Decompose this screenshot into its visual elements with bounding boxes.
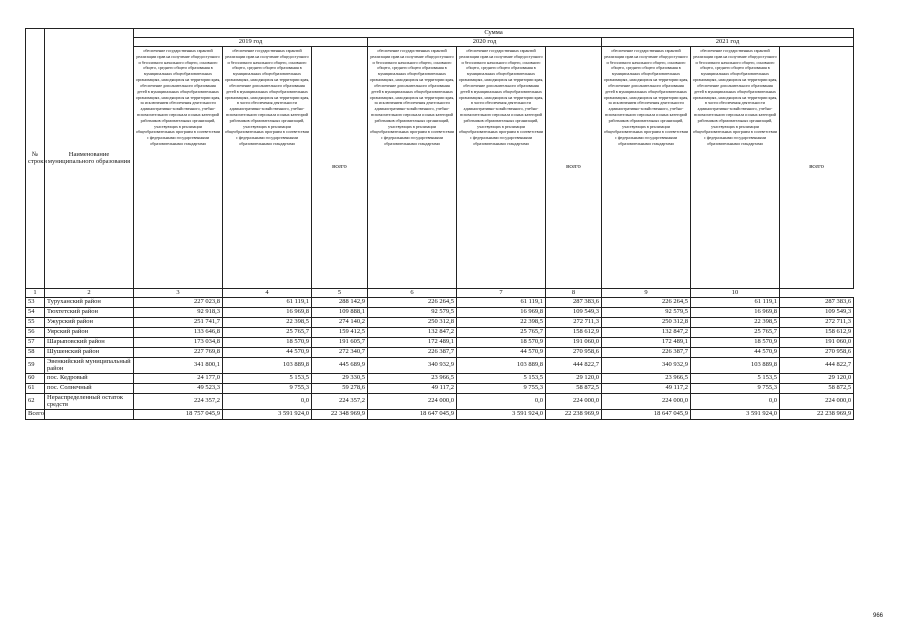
municipality-name: Шарыповский район bbox=[45, 338, 134, 348]
amount-cell: 250 312,8 bbox=[602, 318, 691, 328]
amount-cell: 92 579,5 bbox=[368, 308, 457, 318]
amount-cell: 272 711,3 bbox=[780, 318, 854, 328]
amount-cell: 274 140,2 bbox=[312, 318, 368, 328]
column-number: 4 bbox=[223, 289, 312, 298]
amount-cell: 58 872,5 bbox=[780, 384, 854, 394]
amount-cell: 191 060,0 bbox=[780, 338, 854, 348]
year-2021-header: 2021 год bbox=[602, 38, 854, 47]
amount-cell: 444 822,7 bbox=[546, 358, 602, 374]
amount-cell: 18 757 045,9 bbox=[134, 410, 223, 420]
table-row bbox=[26, 348, 854, 358]
municipality-name: пос. Солнечный bbox=[45, 384, 134, 394]
amount-cell: 24 177,0 bbox=[134, 374, 223, 384]
year-2020-header: 2020 год bbox=[368, 38, 602, 47]
amount-cell: 5 153,5 bbox=[457, 374, 546, 384]
amount-cell: 251 741,7 bbox=[134, 318, 223, 328]
amount-cell: 16 969,8 bbox=[691, 308, 780, 318]
amount-cell: 25 765,7 bbox=[457, 328, 546, 338]
amount-cell: 109 549,3 bbox=[546, 308, 602, 318]
col-2021-guarantees-header: обеспечение государственных гарантий реализации прав на получение общедоступного и бесплатного начального общего, основного общего, среднего общего образования в муниципальных общеобразовательных организациях, находящихся на территории края, обеспечение дополнительного образования детей в муниципальных общеобразовательных организациях, находящихся на территории края, за исключением обеспечения деятельности административно-хозяйственного, учебно-вспомогательного персонала и иных категорий работников образовательных организаций, участвующих в реализации общеобразовательных программ в соответствии с федеральными государственными образовательными стандартами bbox=[602, 47, 691, 289]
column-number: 8 bbox=[546, 289, 602, 298]
column-number: 3 bbox=[134, 289, 223, 298]
amount-cell: 61 119,1 bbox=[223, 298, 312, 308]
amount-cell: 288 142,9 bbox=[312, 298, 368, 308]
column-number: 7 bbox=[457, 289, 546, 298]
amount-cell: 3 591 924,0 bbox=[223, 410, 312, 420]
amount-cell: 103 889,8 bbox=[223, 358, 312, 374]
municipality-name: Тюхтетский район bbox=[45, 308, 134, 318]
amount-cell: 92 579,5 bbox=[602, 308, 691, 318]
amount-cell: 191 605,7 bbox=[312, 338, 368, 348]
column-number: 10 bbox=[691, 289, 780, 298]
amount-cell: 9 755,3 bbox=[691, 384, 780, 394]
amount-cell: 270 958,6 bbox=[780, 348, 854, 358]
municipality-header: Наименование муниципального образования bbox=[45, 29, 134, 289]
amount-cell: 59 278,6 bbox=[312, 384, 368, 394]
amount-cell: 22 398,5 bbox=[223, 318, 312, 328]
municipality-name: пос. Кедровый bbox=[45, 374, 134, 384]
amount-cell: 18 647 045,9 bbox=[368, 410, 457, 420]
amount-cell: 44 570,9 bbox=[457, 348, 546, 358]
column-number: 1 bbox=[26, 289, 45, 298]
column-number: 6 bbox=[368, 289, 457, 298]
amount-cell: 44 570,9 bbox=[223, 348, 312, 358]
amount-cell: 444 822,7 bbox=[780, 358, 854, 374]
amount-cell: 49 117,2 bbox=[602, 384, 691, 394]
amount-cell: 287 383,6 bbox=[780, 298, 854, 308]
amount-cell: 227 769,8 bbox=[134, 348, 223, 358]
municipality-name: Эвенкийский муниципальный район bbox=[45, 358, 134, 374]
amount-cell: 29 120,0 bbox=[546, 374, 602, 384]
amount-cell: 22 348 969,9 bbox=[312, 410, 368, 420]
row-number: 62 bbox=[26, 394, 45, 410]
amount-cell: 226 264,5 bbox=[602, 298, 691, 308]
amount-cell: 3 591 924,0 bbox=[691, 410, 780, 420]
municipality-name bbox=[45, 410, 134, 420]
amount-cell: 23 966,5 bbox=[368, 374, 457, 384]
municipality-name: Уярский район bbox=[45, 328, 134, 338]
amount-cell: 25 765,7 bbox=[691, 328, 780, 338]
amount-cell: 172 489,1 bbox=[602, 338, 691, 348]
amount-cell: 25 765,7 bbox=[223, 328, 312, 338]
table-row bbox=[26, 384, 854, 394]
amount-cell: 133 646,8 bbox=[134, 328, 223, 338]
amount-cell: 0,0 bbox=[691, 394, 780, 410]
amount-cell: 340 932,9 bbox=[368, 358, 457, 374]
amount-cell: 340 932,9 bbox=[602, 358, 691, 374]
amount-cell: 16 969,8 bbox=[223, 308, 312, 318]
amount-cell: 9 755,3 bbox=[457, 384, 546, 394]
amount-cell: 29 330,5 bbox=[312, 374, 368, 384]
amount-cell: 191 060,0 bbox=[546, 338, 602, 348]
total-row bbox=[26, 410, 854, 420]
municipality-name: Шушенский район bbox=[45, 348, 134, 358]
year-2019-header: 2019 год bbox=[134, 38, 368, 47]
amount-cell: 0,0 bbox=[457, 394, 546, 410]
col-2020-support-staff-header: обеспечение государственных гарантий реализации прав на получение общедоступного и бесплатного начального общего, основного общего, среднего общего образования в муниципальных общеобразовательных организациях, находящихся на территории края, обеспечение дополнительного образования детей в муниципальных общеобразовательных организациях, находящихся на территории края, в части обеспечения деятельности административно-хозяйственного, учебно-вспомогательного персонала и иных категорий работников образовательных организаций, участвующих в реализации общеобразовательных программ в соответствии с федеральными государственными образовательными стандартами bbox=[457, 47, 546, 289]
row-number: 59 bbox=[26, 358, 45, 374]
column-number: 9 bbox=[602, 289, 691, 298]
column-numbers-row bbox=[26, 289, 854, 298]
budget-table bbox=[25, 28, 854, 420]
row-number: 57 bbox=[26, 338, 45, 348]
municipality-name: Туруханский район bbox=[45, 298, 134, 308]
sum-header: Сумма bbox=[134, 29, 854, 38]
column-number: 2 bbox=[45, 289, 134, 298]
row-number-header: № строки bbox=[26, 29, 45, 289]
row-number: 58 bbox=[26, 348, 45, 358]
amount-cell: 226 387,7 bbox=[368, 348, 457, 358]
amount-cell: 44 570,9 bbox=[691, 348, 780, 358]
amount-cell: 22 398,5 bbox=[691, 318, 780, 328]
amount-cell: 18 647 045,9 bbox=[602, 410, 691, 420]
amount-cell: 226 264,5 bbox=[368, 298, 457, 308]
amount-cell: 445 689,9 bbox=[312, 358, 368, 374]
amount-cell: 270 958,6 bbox=[546, 348, 602, 358]
amount-cell: 18 570,9 bbox=[223, 338, 312, 348]
amount-cell: 22 238 969,9 bbox=[780, 410, 854, 420]
amount-cell: 0,0 bbox=[223, 394, 312, 410]
amount-cell: 49 523,3 bbox=[134, 384, 223, 394]
amount-cell: 224 357,2 bbox=[134, 394, 223, 410]
amount-cell: 61 119,1 bbox=[457, 298, 546, 308]
table-row bbox=[26, 298, 854, 308]
amount-cell: 287 383,6 bbox=[546, 298, 602, 308]
amount-cell: 5 153,5 bbox=[223, 374, 312, 384]
row-number: 60 bbox=[26, 374, 45, 384]
row-number: 61 bbox=[26, 384, 45, 394]
amount-cell: 132 847,2 bbox=[602, 328, 691, 338]
col-2019-guarantees-header: обеспечение государственных гарантий реализации прав на получение общедоступного и бесплатного начального общего, основного общего, среднего общего образования в муниципальных общеобразовательных организациях, находящихся на территории края, обеспечение дополнительного образования детей в муниципальных общеобразовательных организациях, находящихся на территории края, за исключением обеспечения деятельности административно-хозяйственного, учебно-вспомогательного персонала и иных категорий работников образовательных организаций, участвующих в реализации общеобразовательных программ в соответствии с федеральными государственными образовательными стандартами bbox=[134, 47, 223, 289]
table-row bbox=[26, 308, 854, 318]
amount-cell: 49 117,2 bbox=[368, 384, 457, 394]
amount-cell: 272 340,7 bbox=[312, 348, 368, 358]
amount-cell: 29 120,0 bbox=[780, 374, 854, 384]
amount-cell: 9 755,3 bbox=[223, 384, 312, 394]
amount-cell: 272 711,3 bbox=[546, 318, 602, 328]
col-2020-total-header: всего bbox=[546, 47, 602, 289]
page-number: 966 bbox=[872, 613, 883, 619]
amount-cell: 5 153,5 bbox=[691, 374, 780, 384]
row-number: 55 bbox=[26, 318, 45, 328]
amount-cell: 226 387,7 bbox=[602, 348, 691, 358]
amount-cell: 109 549,3 bbox=[780, 308, 854, 318]
table-row bbox=[26, 338, 854, 348]
municipality-name: Ужурский район bbox=[45, 318, 134, 328]
amount-cell: 172 489,1 bbox=[368, 338, 457, 348]
table-row bbox=[26, 318, 854, 328]
amount-cell: 158 612,9 bbox=[780, 328, 854, 338]
amount-cell: 173 034,8 bbox=[134, 338, 223, 348]
amount-cell: 103 889,8 bbox=[457, 358, 546, 374]
amount-cell: 23 966,5 bbox=[602, 374, 691, 384]
amount-cell: 22 238 969,9 bbox=[546, 410, 602, 420]
amount-cell: 22 398,5 bbox=[457, 318, 546, 328]
col-2019-support-staff-header: обеспечение государственных гарантий реализации прав на получение общедоступного и бесплатного начального общего, основного общего, среднего общего образования в муниципальных общеобразовательных организациях, находящихся на территории края, обеспечение дополнительного образования детей в муниципальных общеобразовательных организациях, находящихся на территории края, в части обеспечения деятельности административно-хозяйственного, учебно-вспомогательного персонала и иных категорий работников образовательных организаций, участвующих в реализации общеобразовательных программ в соответствии с федеральными государственными образовательными стандартами bbox=[223, 47, 312, 289]
amount-cell: 224 000,0 bbox=[546, 394, 602, 410]
amount-cell: 92 918,3 bbox=[134, 308, 223, 318]
col-2021-support-staff-header: обеспечение государственных гарантий реализации прав на получение общедоступного и бесплатного начального общего, основного общего, среднего общего образования в муниципальных общеобразовательных организациях, находящихся на территории края, обеспечение дополнительного образования детей в муниципальных общеобразовательных организациях, находящихся на территории края, в части обеспечения деятельности административно-хозяйственного, учебно-вспомогательного персонала и иных категорий работников образовательных организаций, участвующих в реализации общеобразовательных программ в соответствии с федеральными государственными образовательными стандартами bbox=[691, 47, 780, 289]
amount-cell: 224 000,0 bbox=[602, 394, 691, 410]
amount-cell: 61 119,1 bbox=[691, 298, 780, 308]
table-row bbox=[26, 328, 854, 338]
table-row bbox=[26, 358, 854, 374]
amount-cell: 224 357,2 bbox=[312, 394, 368, 410]
col-2019-total-header: всего bbox=[312, 47, 368, 289]
amount-cell: 58 872,5 bbox=[546, 384, 602, 394]
amount-cell: 158 612,9 bbox=[546, 328, 602, 338]
table-row bbox=[26, 394, 854, 410]
amount-cell: 341 800,1 bbox=[134, 358, 223, 374]
amount-cell: 109 888,1 bbox=[312, 308, 368, 318]
amount-cell: 3 591 924,0 bbox=[457, 410, 546, 420]
amount-cell: 224 000,0 bbox=[368, 394, 457, 410]
row-number: Всего bbox=[26, 410, 45, 420]
col-2021-total-header: всего bbox=[780, 47, 854, 289]
row-number: 54 bbox=[26, 308, 45, 318]
amount-cell: 18 570,9 bbox=[691, 338, 780, 348]
amount-cell: 250 312,8 bbox=[368, 318, 457, 328]
amount-cell: 18 570,9 bbox=[457, 338, 546, 348]
col-2020-guarantees-header: обеспечение государственных гарантий реализации прав на получение общедоступного и бесплатного начального общего, основного общего, среднего общего образования в муниципальных общеобразовательных организациях, находящихся на территории края, обеспечение дополнительного образования детей в муниципальных общеобразовательных организациях, находящихся на территории края, за исключением обеспечения деятельности административно-хозяйственного, учебно-вспомогательного персонала и иных категорий работников образовательных организаций, участвующих в реализации общеобразовательных программ в соответствии с федеральными государственными образовательными стандартами bbox=[368, 47, 457, 289]
municipality-name: Нераспределенный остаток средств bbox=[45, 394, 134, 410]
amount-cell: 103 889,8 bbox=[691, 358, 780, 374]
row-number: 56 bbox=[26, 328, 45, 338]
amount-cell: 16 969,8 bbox=[457, 308, 546, 318]
row-number: 53 bbox=[26, 298, 45, 308]
column-number: 5 bbox=[312, 289, 368, 298]
amount-cell: 224 000,0 bbox=[780, 394, 854, 410]
amount-cell: 132 847,2 bbox=[368, 328, 457, 338]
table-row bbox=[26, 374, 854, 384]
amount-cell: 159 412,5 bbox=[312, 328, 368, 338]
amount-cell: 227 023,8 bbox=[134, 298, 223, 308]
